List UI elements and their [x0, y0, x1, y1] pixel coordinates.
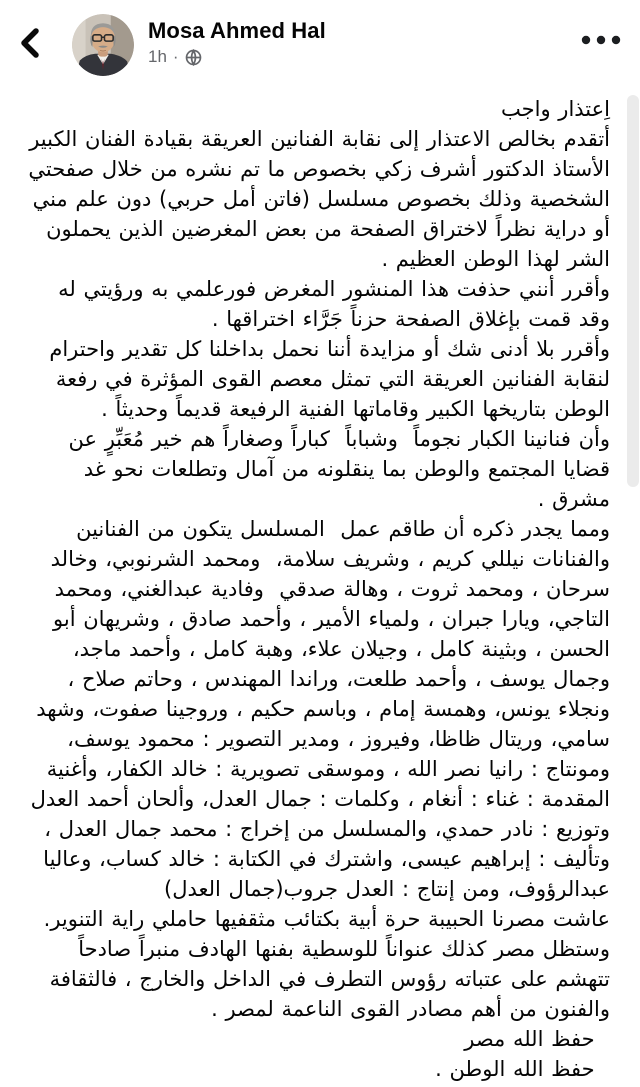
post-paragraph: أتقدم بخالص الاعتذار إلى نقابة الفنانين العريقة بقيادة الفنان الكبير الأستاذ الدكتور أشرف زكي بخصوص ما تم نشره من خلال صفحتي الشخصية وذلك بخصوص مسلسل (فاتن أمل حربي) دون علم مني أو دراية نظراً لاختراق الصفحة من بعض المغرضين الذين يحملون الشر لهذا الوطن العظيم . — [20, 127, 610, 271]
post-paragraph: حفظ الله الوطن . — [435, 1057, 610, 1081]
chevron-left-icon — [14, 26, 48, 60]
profile-photo — [72, 14, 134, 76]
post-body — [0, 94, 640, 1084]
post-paragraph: وأن فنانينا الكبار نجوماً وشباباً كباراً وصغاراً هم خير مُعَبِّرٍ عن قضايا المجتمع والوطن بما ينقلونه من آمال وتطلعات نحو غد مشرق . — [60, 427, 610, 511]
post-paragraph: وأقرر بلا أدنى شك أو مزايدة أننا نحمل بداخلنا كل تقدير واحترام لنقابة الفنانين العريقة التي تمثل معصم القوى المؤثرة في رفعة الوطن بتاريخها الكبير وقاماتها الفنية الرفيعة قديماً وحديثاً . — [41, 337, 610, 421]
post-paragraph: وستظل مصر كذلك عنواناً للوسطية بفنها الهادف منبراً صادحاً تتهشم على عتباته رؤوس التطرف في الداخل والخارج ، فالثقافة والفنون من أهم مصادر القوى الناعمة لمصر . — [41, 937, 610, 1021]
back-button[interactable] — [14, 26, 48, 60]
post-meta-row — [148, 47, 580, 67]
post-paragraph: ومما يجدر ذكره أن طاقم عمل المسلسل يتكون من الفنانين والفنانات نيللي كريم ، وشريف سلامة، ومحمد الشرنوبي، وخالد سرحان ، ومحمد ثروت ، وهالة صدقي وفادية عبدالغني، ومحمد التاجي، ويارا جبران ، ولمياء الأمير ، وأحمد صادق ، وشريهان أبو الحسن ، وبثينة كامل ، وجيلان علاء، وهبة كامل ، وأحمد ماجد، وجمال يوسف ، وأحمد طلعت، وراندا المهندس ، وحاتم صلاح ، ونجلاء يونس، وهمسة إمام ، وباسم حكيم ، وروجينا صفوت، وشهد سامي، وريتال ظاظا، وفيروز ، ومدير التصوير : محمود يوسف، ومونتاج : رانيا نصر الله ، وموسقى تصويرية : خالد الكفار، وأغنية المقدمة : غناء : أنغام ، وكلمات : جمال العدل، وألحان أحمد العدل وتوزيع : نادر حمدي، والمسلسل من إخراج : محمد جمال العدل ، وتأليف : إبراهيم عيسى، واشترك في الكتابة : خالد كساب، وعاليا عبدالرؤوف، ومن إنتاج : العدل جروب(جمال العدل) — [22, 517, 610, 901]
post-paragraph: وأقرر أنني حذفت هذا المنشور المغرض فورعلمي به ورؤيتي له وقد قمت بإغلاق الصفحة حزناً جَرَّاء اختراقها . — [50, 277, 610, 331]
timestamp: 1h — [148, 47, 167, 66]
more-options-button[interactable] — [580, 30, 622, 50]
post-paragraph: حفظ الله مصر — [464, 1027, 610, 1051]
post-paragraph: اِعتذار واجب — [501, 97, 610, 121]
profile-name[interactable]: Mosa Ahmed Hal — [148, 18, 326, 43]
scrollbar-thumb[interactable] — [627, 95, 639, 487]
post-header — [0, 0, 640, 78]
header-meta — [148, 8, 580, 67]
globe-icon — [185, 49, 202, 66]
three-dots-icon — [581, 35, 621, 45]
avatar[interactable] — [72, 14, 134, 76]
post-paragraph: عاشت مصرنا الحبيبة حرة أبية بكتائب مثقفيها حاملي راية التنوير. — [43, 907, 610, 931]
meta-separator: · — [172, 47, 179, 66]
